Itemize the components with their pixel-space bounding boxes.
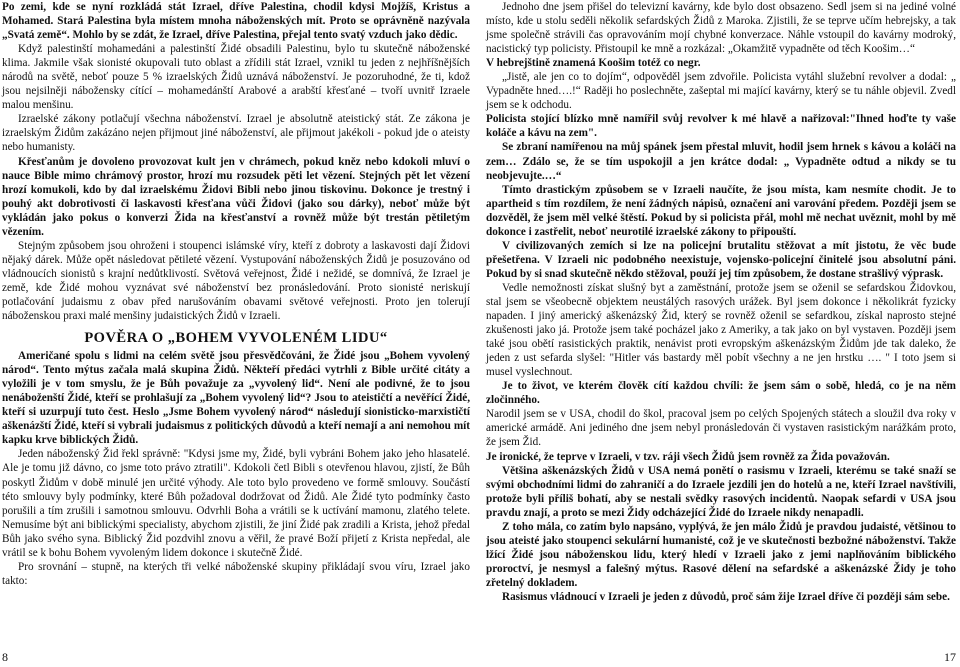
paragraph: Izraelské zákony potlačují všechna náboženství. Izrael je absolutně ateistický stát. Ze zákona je izraelským Židům zakázáno nejen přijmout jiné náboženství, ale přijmout jakékoli - pokud jde o ateisty nebo humanisty. xyxy=(2,113,470,154)
right-column xyxy=(486,0,956,604)
section-heading: POVĚRA O „BOHEM VYVOLENÉM LIDU“ xyxy=(84,330,388,347)
page-number-left: 8 xyxy=(2,650,8,664)
paragraph: Z toho mála, co zatím bylo napsáno, vyplývá, že jen málo Židů je pravdou judaisté, většinou to jsou ateisté jako stoupenci sekulární humanisté, což je ve skutečnosti bezbožné náboženství. Takže lžící Židé jsou náboženskou lidu, který hledí v Izraeli jako z jemi naplňováním biblického proroctví, je nesmysl a falešný mýtus. Rasové dělení na sefardské a aškenázské Židy je toho zřetelný dokladem. xyxy=(486,520,956,589)
paragraph: V civilizovaných zemích si lze na policejní brutalitu stěžovat a mít jistotu, že věc bude přešetřena. V Izraeli nic podobného neexistuje, vojensko-policejní činitelé jsou absolutní páni. Pokud by si snad skutečně někdo stěžoval, použí jej tím způsobem, že dostane strašlivý výprask. xyxy=(486,239,956,280)
paragraph: „Jistě, ale jen co to dojím“, odpověděl jsem zdvořile. Policista vytáhl služební revolver a dodal: „ Vypadněte hned….!“ Raději ho poslechněte, zašeptal mi mající kavárny, který se tu náhle objevil. Zvedl jsem se k odchodu. xyxy=(486,71,956,112)
left-column xyxy=(2,0,470,588)
paragraph: Většina aškenázských Židů v USA nemá ponětí o rasismu v Izraeli, kterému se také snaží se svými obchodními lidmi do zahraničí a do Izraele jezdili jen do hotelů a ne, kteří Izrael navštívili, protože byli příliš bohatí, aby se nestali svědky rasových incidentů. Naopak sefardi v USA jsou pravdu znají, a proto se mezi Židy odcházející Židé do Izraele nikdy nenapadli. xyxy=(486,464,956,519)
paragraph: Narodil jsem se v USA, chodil do škol, pracoval jsem po celých Spojených státech a sloužil dva roky v americké armádě. Ani jediného dne jsem nebyl pronásledován či vystaven rasistickým narážkám proto, že jsem Žid. xyxy=(486,408,956,449)
paragraph: Je to život, ve kterém člověk cítí každou chvíli: že jsem sám o sobě, hledá, co je na něm zločinného. xyxy=(486,380,956,407)
paragraph: Jeden náboženský Žid řekl správně: "Kdysi jsme my, Židé, byli vybráni Bohem jako jeho hlasatelé. Ale je tomu již dávno, co jsme toto právo ztratili". Kdokoli četl Bibli s otevřenou hlavou, zjistí, že Bůh poskytl Židům v době minulé jen určité výhody. Ale toto bylo provedeno ve formě smlouvy. Součástí této smlouvy byly podmínky, které Bůh požadoval dodržovat od Židů. Ale Židé tyto podmínky často porušili a tím zrušili i samotnou smlouvu. Odvrhli Boha a vrátili se k uctívání mamonu, zlatého telete. Nemusíme být ani biblickými specialisty, abychom zjistili, že jiní Židé pak zradili a Krista, jehož předal Bůh jako svého syna. Biblický Žid pozdvihl znovu a věřil, že pravé Boží přijetí z Krista nepředal, ale vrátil se k bohu Bohem vyvoleným lidem dokonce i skutečně Židé. xyxy=(2,448,470,559)
paragraph: Tímto drastickým způsobem se v Izraeli naučíte, že jsou místa, kam nesmíte chodit. Je to apartheid s tím rozdílem, že není žádných nápisů, označení ani varování předem. Později jsem se dozvěděl, že jsem měl velké štěstí. Pokud by si policista přál, mohl mě nechat uvěznit, mohl by mě dokonce i zastřelit, neboť neurotilé izraelské zákony to připouští. xyxy=(486,183,956,238)
paragraph: Stejným způsobem jsou ohroženi i stoupenci islámské víry, kteří z dobroty a laskavosti dají Židovi nějaký dárek. Může opět následovat pětileté vězení. Vystupování náboženských Židů je posuzováno od vládnoucích sionistů s krajní nedůtklivostí. Světová veřejnost, Židé i nežidé, se domnívá, že Izrael je země, kde Židé mohou vyznávat své náboženství bez pronásledování. Proto sionisté neriskují potlačování judaismu z obav před narušováním obavami světové veřejnosti. Proto jen tolerují náboženskou praxi malé menšiny judaistických Židů v Izraeli. xyxy=(2,239,470,323)
paragraph: V hebrejštině znamená Koošim totéž co negr. xyxy=(486,57,701,70)
paragraph: Po zemi, kde se nyní rozkládá stát Izrael, dříve Palestina, chodil kdysi Mojžíš, Kristus a Mohamed. Stará Palestina byla místem mnoha náboženských mít. Proto se oprávněně nazývala „Svatá země“. Mohlo by se zdát, že Izrael, dříve Palestina, přejal tento svatý vzduch jako dědic. xyxy=(2,1,470,42)
paragraph: Je ironické, že teprve v Izraeli, v tzv. ráji všech Židů jsem rovněž za Žida považován. xyxy=(486,450,890,463)
paragraph: Křesťanům je dovoleno provozovat kult jen v chrámech, pokud kněz nebo kdokoli mluví o nauce Bible mimo chrámový prostor, hrozí mu rozsudek pěti let vězení. Stejných pět let vězení hrozí komukoli, kdo by dal izraelskému Židovi Bibli nebo jinou tiskovinu. Dokonce je trestný i pouhý akt dobrotivosti či laskavosti křesťana vůči Židovi (jako sou dárky), neboť může být vykládán jako pokus o konverzi Žida na křesťanství a rovněž může být trestán pětiletým vězením. xyxy=(2,155,470,238)
paragraph: Vedle nemožnosti získat slušný byt a zaměstnání, protože jsem se oženil se sefardskou Židovkou, stal jsem se všeobecně objektem neustálých rasových urážek. Byl jsem dokonce i několikrát fyzicky napaden. I jiný americký aškenázský Žid, který se rovněž oženil se sefardkou, získal naprosto stejné zkušenosti jako já. Protože jsem také pocházel jako z Ameriky, a tak jako on byl vystaven. Později jsem také jsou obětí rasistických praktik, nenávist proti evropským aškenázským Židům jde tak daleko, že jeden z ust sefarda slyšel: "Hitler vás bastardy měl pobít všechny a ne jen hrstku …. " I toto jsem si musel vyslechnout. xyxy=(486,281,956,379)
page-number-right: 17 xyxy=(944,650,956,664)
paragraph: Se zbraní namířenou na můj spánek jsem přestal mluvit, hodil jsem hrnek s kávou a koláči na zem… Zdálo se, že se tím uspokojil a jen krátce dodal: „ Vypadněte odtud a nikdy se tu neobjevujte.…“ xyxy=(486,141,956,182)
paragraph: Policista stojící blízko mně namířil svůj revolver k mé hlavě a nařizoval:"Ihned hoďte ty vaše koláče a kávu na zem". xyxy=(486,113,956,140)
paragraph: Jednoho dne jsem přišel do televizní kavárny, kde bylo dost obsazeno. Sedl jsem si na jediné volné místo, kde u stolu seděli několik sefardských Židů z Maroka. Zjistili, že se teprve učím hebrejsky, a tak jsme společně strávili čas opravováním mojí chybné konverzace. Náhle vstoupil do kavárny modroký, nacistický typ policisty. Přistoupil ke mně a rozkázal: „Okamžitě vypadněte od těch Koošim…“ xyxy=(486,1,956,56)
paragraph: Rasismus vládnoucí v Izraeli je jeden z důvodů, proč sám žije Izrael dříve či později sám sebe. xyxy=(502,590,950,603)
paragraph: Pro srovnání – stupně, na kterých tři velké náboženské skupiny přikládají svou víru, Izrael jako takto: xyxy=(2,560,470,587)
paragraph: Američané spolu s lidmi na celém světě jsou přesvědčováni, že Židé jsou „Bohem vyvolený národ“. Tento mýtus začala malá skupina Židů. Někteří předáci vytrhli z Bible určité citáty a vyložili je v tom smyslu, že je Bůh považuje za „vyvolený lid“. Není ale podivné, že to jsou nenáboženští Židé, kteří se prohlašují za „Bohem vyvolený lid“? Jsou to ateističtí a nevěřící Židé, kteří si uzurpují tuto čest. Heslo „Jsme Bohem vyvolený národ“ následují sionisticko-marxističtí aškenázští Židé, kteří si vybrali judaismus z politických důvodů a kteří nemají a ani nemohou mít kapku krve biblických Židů. xyxy=(2,350,470,447)
paragraph: Když palestinští mohamedáni a palestinští Židé obsadili Palestinu, bylo tu skutečně náboženské klima. Jakmile však sionisté okupovali tuto oblast a zřídili stát Izrael, vznikl tu jeden z nejhříšnějších národů na světě, neboť pouze 5 % izraelských Židů uznává náboženství. Je pozoruhodné, že ti, kdož jsou nejsilněji nábožensky cítící – mohamedánští Arabové a arabští křesťané – tvoří uvnitř Izraele malou menšinu. xyxy=(2,43,470,112)
